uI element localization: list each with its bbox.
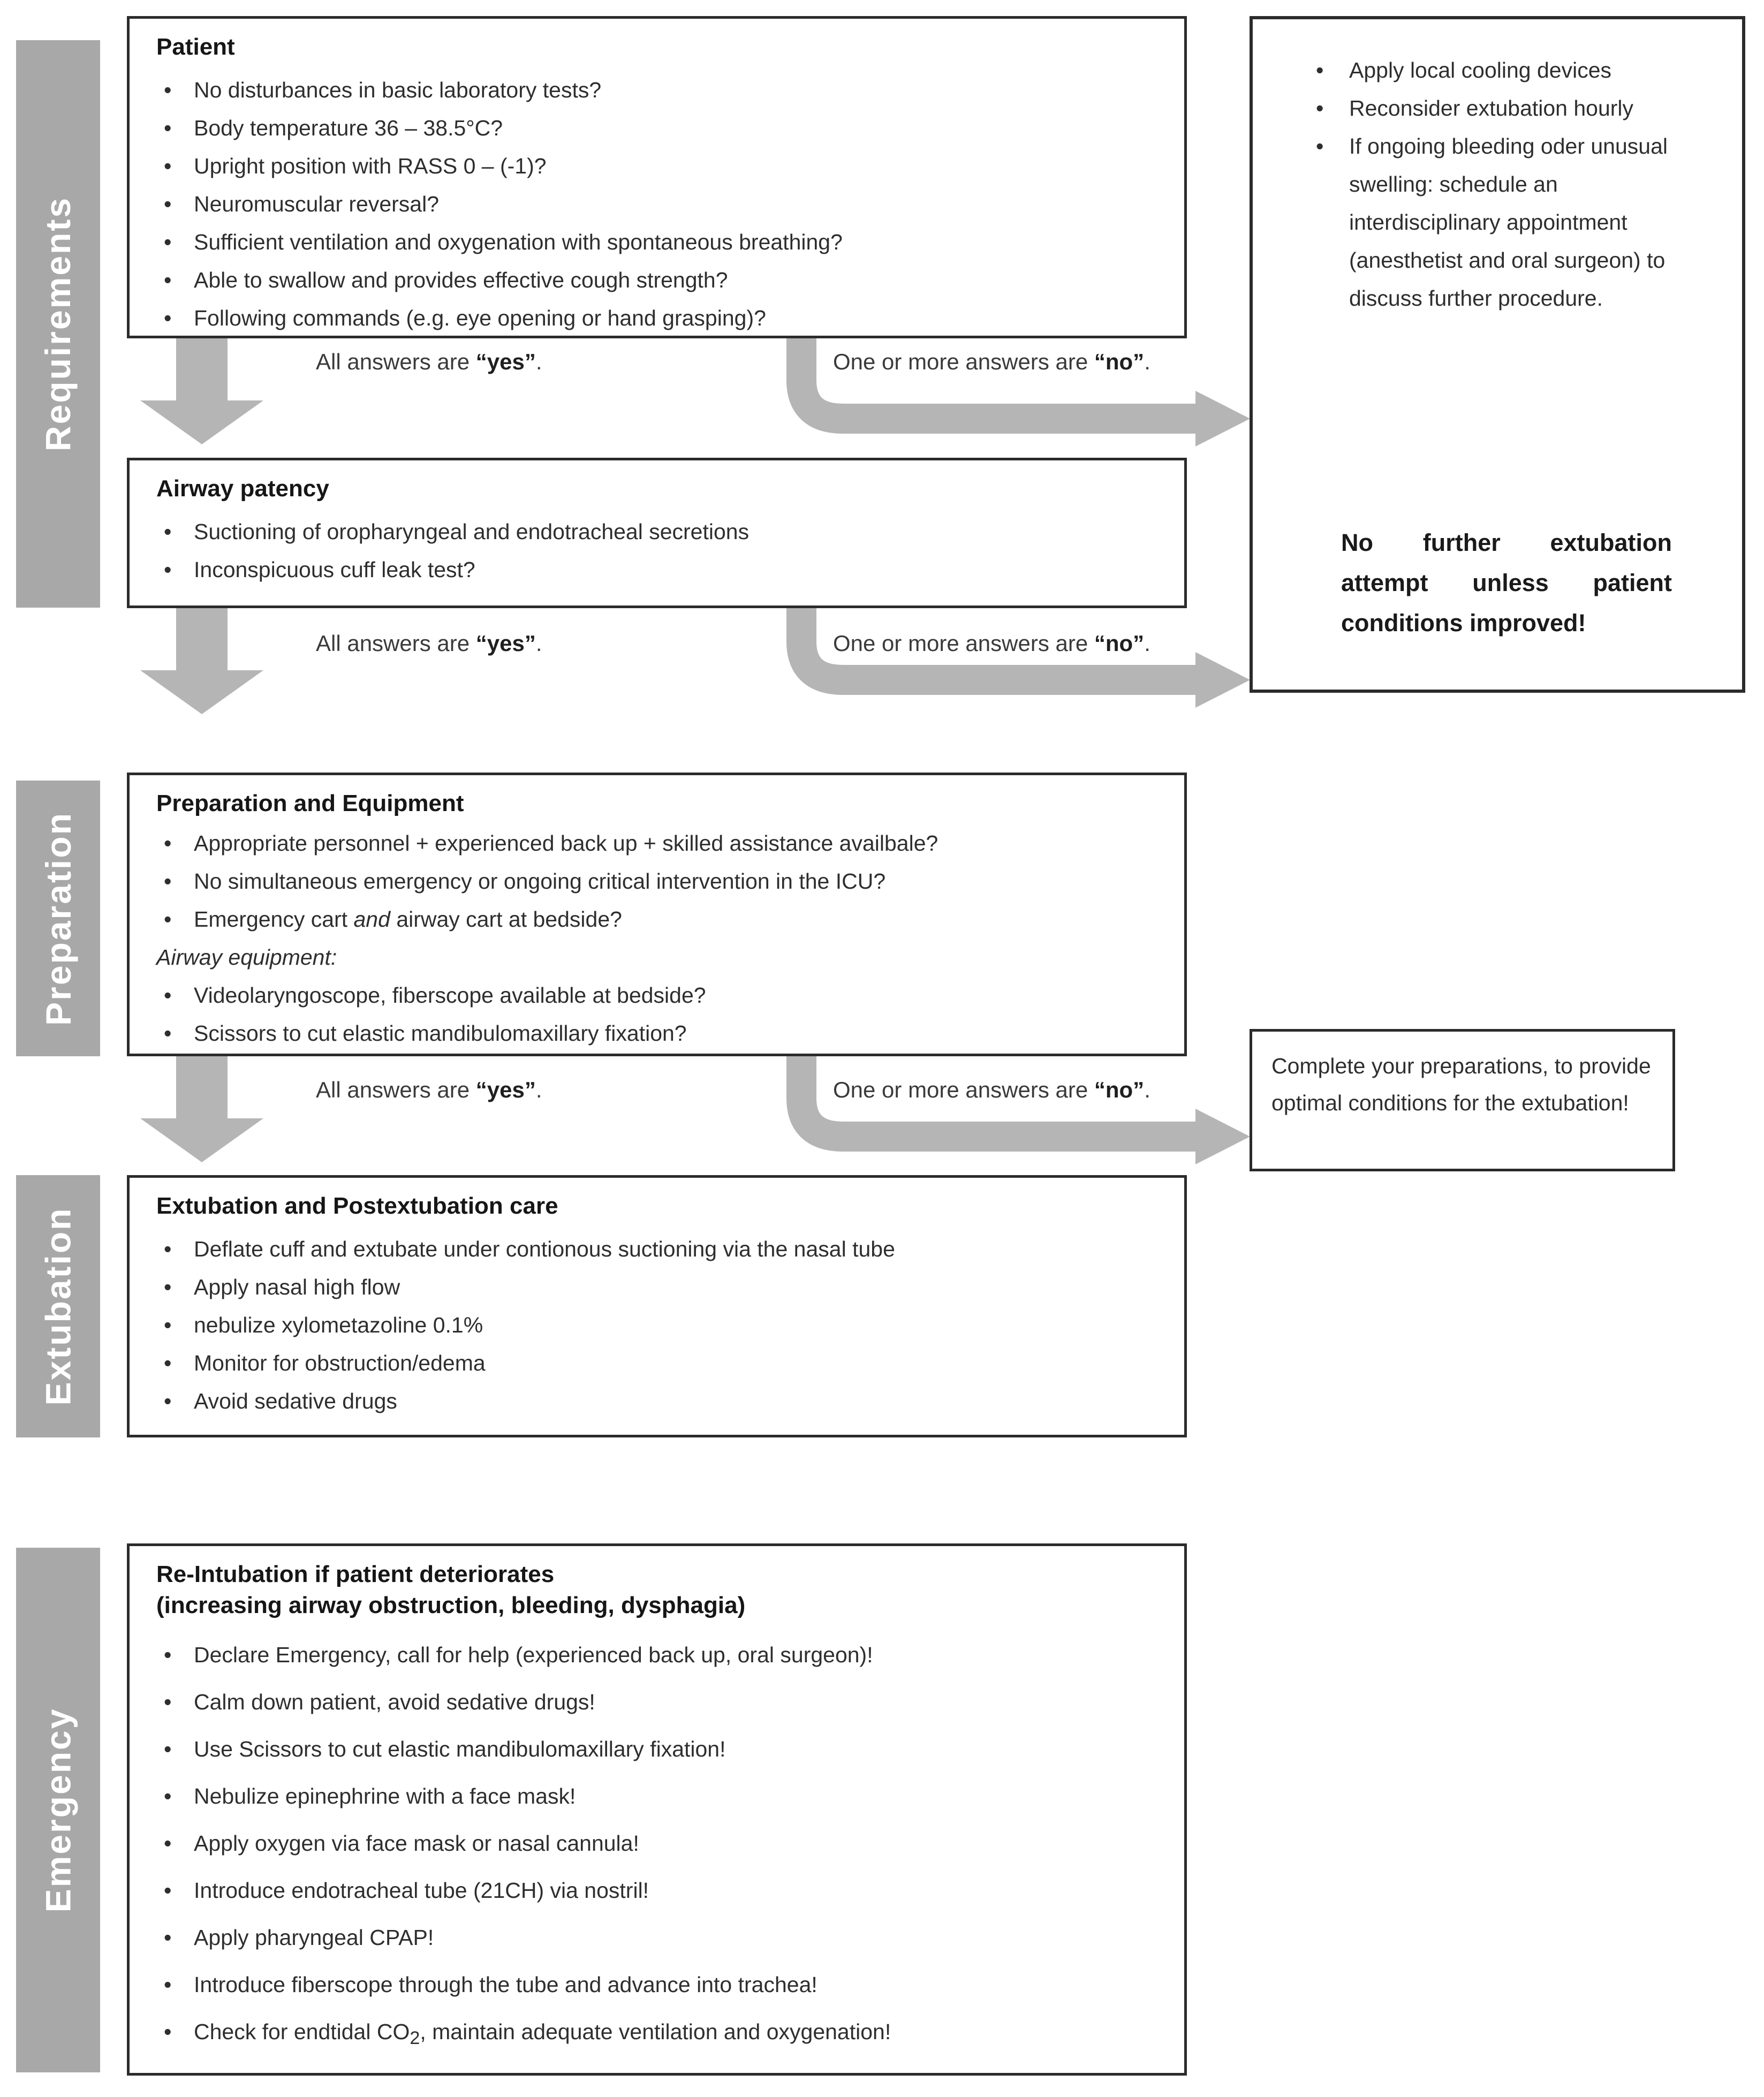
list-item: • Check for endtidal $CO_2$, maintain adequate ventilation and oxygenation! (164, 2013, 1163, 2057)
reintubation-title-line1: Re-Intubation if patient deteriorates (156, 1561, 555, 1587)
no-extubation-list (1316, 51, 1721, 317)
list-item: • Suctioning of oropharyngeal and endotracheal secretions (164, 513, 1163, 551)
reintubation-checklist (156, 1636, 1163, 2057)
patient-checklist (156, 71, 1163, 337)
patient-box-title: Patient (156, 34, 235, 60)
down-arrow-icon (140, 607, 263, 714)
list-item: • Avoid sedative drugs (164, 1382, 1163, 1420)
airway-patency-box (127, 458, 1187, 608)
reintubation-title-line2: (increasing airway obstruction, bleeding, dysphagia) (156, 1592, 746, 1618)
extubation-checklist (156, 1230, 1163, 1420)
list-item: • Following commands (e.g. eye opening or hand grasping)? (164, 299, 1163, 337)
yes-label: All answers are “yes”. (316, 349, 542, 374)
list-item: • Apply pharyngeal CPAP! (164, 1919, 1163, 1956)
list-item: • Apply oxygen via face mask or nasal cannula! (164, 1825, 1163, 1862)
list-item: • Introduce fiberscope through the tube and advance into trachea! (164, 1966, 1163, 2003)
list-item: • Sufficient ventilation and oxygenation with spontaneous breathing? (164, 223, 1163, 261)
list-item: • Declare Emergency, call for help (experienced back up, oral surgeon)! (164, 1636, 1163, 1674)
list-item: • Apply nasal high flow (164, 1268, 1163, 1306)
section-bar-requirements (16, 40, 100, 608)
preparation-box (127, 773, 1187, 1056)
list-item: • If ongoing bleeding oder unusual swelling: schedule an interdisciplinary appointment (anesthetist and oral surgeon) to discuss further procedure. (1316, 127, 1670, 317)
no-label: One or more answers are “no”. (833, 1077, 1150, 1102)
reintubation-box (127, 1543, 1187, 2076)
list-item: • Nebulize epinephrine with a face mask! (164, 1777, 1163, 1815)
section-label-requirements: Requirements (38, 196, 78, 452)
list-item: • Monitor for obstruction/edema (164, 1344, 1163, 1382)
extubation-care-box (127, 1175, 1187, 1437)
section-bar-preparation (16, 781, 100, 1056)
airway-box-title: Airway patency (156, 475, 329, 502)
list-item: • No simultaneous emergency or ongoing critical intervention in the ICU? (164, 862, 1163, 900)
no-label: One or more answers are “no”. (833, 631, 1150, 656)
section-label-emergency: Emergency (38, 1707, 78, 1913)
yes-label: All answers are “yes”. (316, 1077, 542, 1102)
section-label-preparation: Preparation (38, 811, 78, 1026)
no-label: One or more answers are “no”. (833, 349, 1150, 374)
list-item: • No disturbances in basic laboratory tests? (164, 71, 1163, 109)
list-item: • Use Scissors to cut elastic mandibulomaxillary fixation! (164, 1730, 1163, 1768)
complete-preparations-box (1250, 1029, 1675, 1171)
section-bar-emergency (16, 1548, 100, 2072)
list-item: • Apply local cooling devices (1316, 51, 1670, 89)
list-item: • Emergency cart and airway cart at bedside? (164, 900, 1163, 938)
list-item: • Calm down patient, avoid sedative drugs! (164, 1683, 1163, 1721)
elbow-arrow-icon (774, 1055, 1253, 1181)
list-item: • Videolaryngoscope, fiberscope available at bedside? (164, 976, 1163, 1015)
section-bar-extubation (16, 1175, 100, 1437)
airway-equipment-subheading: Airway equipment: (156, 945, 337, 970)
list-item: • Inconspicuous cuff leak test? (164, 551, 1163, 589)
airway-equipment-checklist (156, 976, 1163, 1053)
extubation-box-title: Extubation and Postextubation care (156, 1193, 558, 1219)
list-item: • Body temperature 36 – 38.5°C? (164, 109, 1163, 147)
down-arrow-icon (140, 1055, 263, 1162)
list-item: • Reconsider extubation hourly (1316, 89, 1670, 127)
airway-checklist (156, 513, 1163, 589)
list-item: • Appropriate personnel + experienced back up + skilled assistance availbale? (164, 824, 1163, 862)
elbow-arrow-icon (774, 599, 1253, 724)
section-label-extubation: Extubation (38, 1207, 78, 1406)
preparation-checklist (156, 824, 1163, 938)
patient-box (127, 16, 1187, 338)
yes-label: All answers are “yes”. (316, 631, 542, 656)
preparation-box-title: Preparation and Equipment (156, 790, 464, 816)
no-extubation-box (1250, 16, 1745, 693)
list-item: • Able to swallow and provides effective cough strength? (164, 261, 1163, 299)
list-item: • Upright position with RASS 0 – (-1)? (164, 147, 1163, 185)
list-item: • Introduce endotracheal tube (21CH) via nostril! (164, 1872, 1163, 1909)
list-item: • Scissors to cut elastic mandibulomaxillary fixation? (164, 1015, 1163, 1053)
complete-preparations-text: Complete your preparations, to provide optimal conditions for the extubation! (1271, 1054, 1651, 1115)
no-extubation-statement: No further extubation attempt unless patient conditions improved! (1341, 529, 1672, 637)
list-item: • Neuromuscular reversal? (164, 185, 1163, 223)
list-item: • Deflate cuff and extubate under contionous suctioning via the nasal tube (164, 1230, 1163, 1268)
down-arrow-icon (140, 337, 263, 444)
list-item: • nebulize xylometazoline 0.1% (164, 1306, 1163, 1344)
